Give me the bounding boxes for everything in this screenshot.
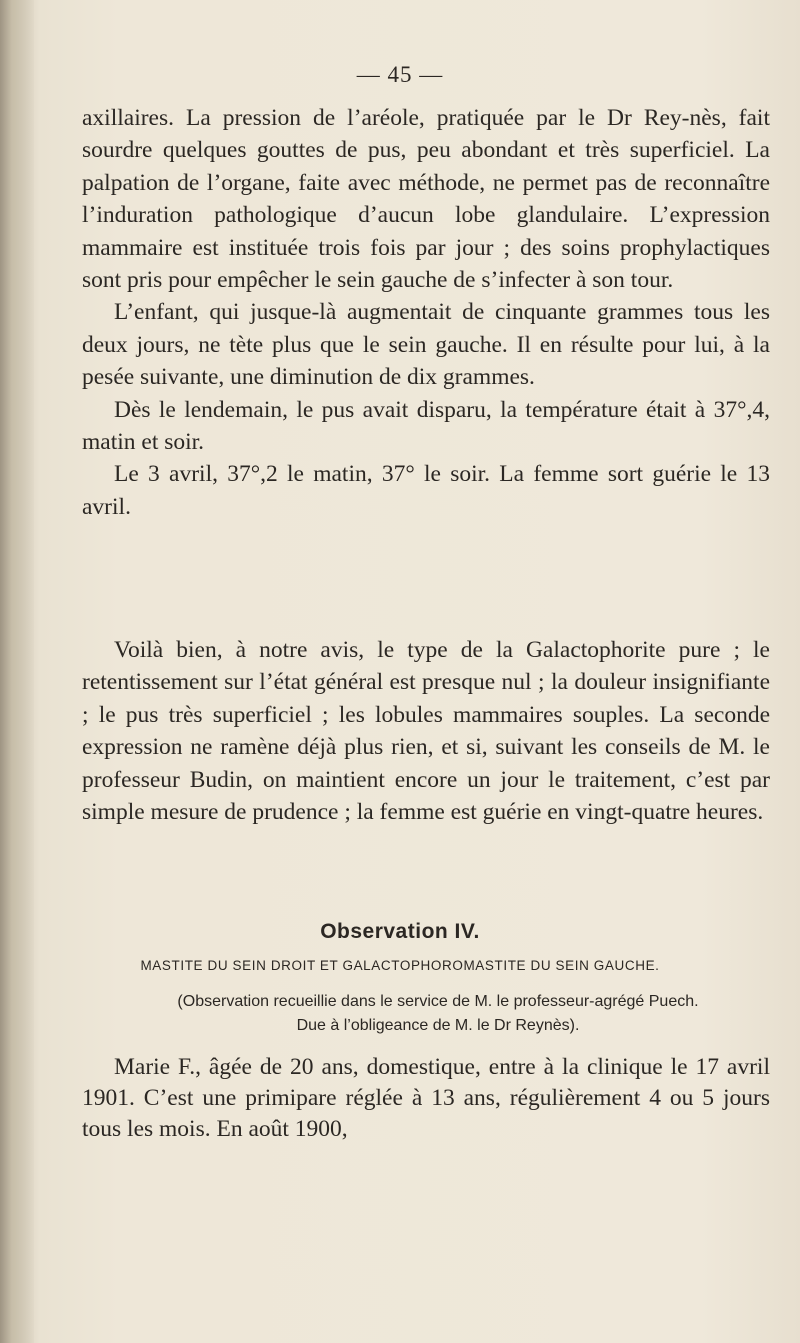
paragraph: Marie F., âgée de 20 ans, domestique, entre à la clinique le 17 avril 1901. C’est une primipare réglée à 13 ans, régulièrement 4 ou 5 jours tous les mois. En août 1900,: [82, 1054, 770, 1142]
observation-note: [98, 990, 778, 1038]
paragraph: Le 3 avril, 37°,2 le matin, 37° le soir. La femme sort guérie le 13 avril.: [82, 461, 770, 520]
paragraph: Dès le lendemain, le pus avait disparu, la température était à 37°,4, matin et soir.: [82, 396, 770, 456]
paragraph: Voilà bien, à notre avis, le type de la Galactophorite pure ; le retentissement sur l’état général est presque nul ; la douleur insignifiante ; le pus très superficiel ; les lobules mammaires souples. La seconde expression ne ramène déjà plus rien, et si, suivant les conseils de M. le professeur Budin, on maintient encore un jour le traitement, c’est par simple mesure de prudence ; la femme est guérie en vingt-quatre heures.: [82, 637, 770, 826]
observation-title: Observation IV.: [320, 920, 480, 943]
text-block-top: [82, 102, 770, 523]
paragraph: axillaires. La pression de l’aréole, pratiquée par le Dr Rey-nès, fait sourdre quelques gouttes de pus, peu abondant et très superficiel. La palpation de l’organe, faite avec méthode, ne permet pas de reconnaître l’induration pathologique d’aucun lobe glandulaire. L’expression mammaire est instituée trois fois par jour ; des soins prophylactiques sont pris pour empêcher le sein gauche de s’infecter à son tour.: [82, 105, 770, 294]
page-binding-edge: [0, 0, 34, 1343]
paragraph: L’enfant, qui jusque-là augmentait de cinquante grammes tous les deux jours, ne tète plus que le sein gauche. Il en résulte pour lui, à la pesée suivante, une diminution de dix grammes.: [82, 299, 770, 391]
page-number: — 45 —: [356, 62, 444, 87]
text-block-bottom: [82, 1052, 770, 1145]
observation-subtitle: MASTITE DU SEIN DROIT ET GALACTOPHOROMASTITE DU SEIN GAUCHE.: [140, 958, 660, 973]
text-block-middle: [82, 634, 770, 828]
observation-note-line: (Observation recueillie dans le service de M. le professeur-agrégé Puech.: [177, 993, 699, 1010]
observation-note-line: Due à l’obligeance de M. le Dr Reynès).: [296, 1017, 580, 1034]
